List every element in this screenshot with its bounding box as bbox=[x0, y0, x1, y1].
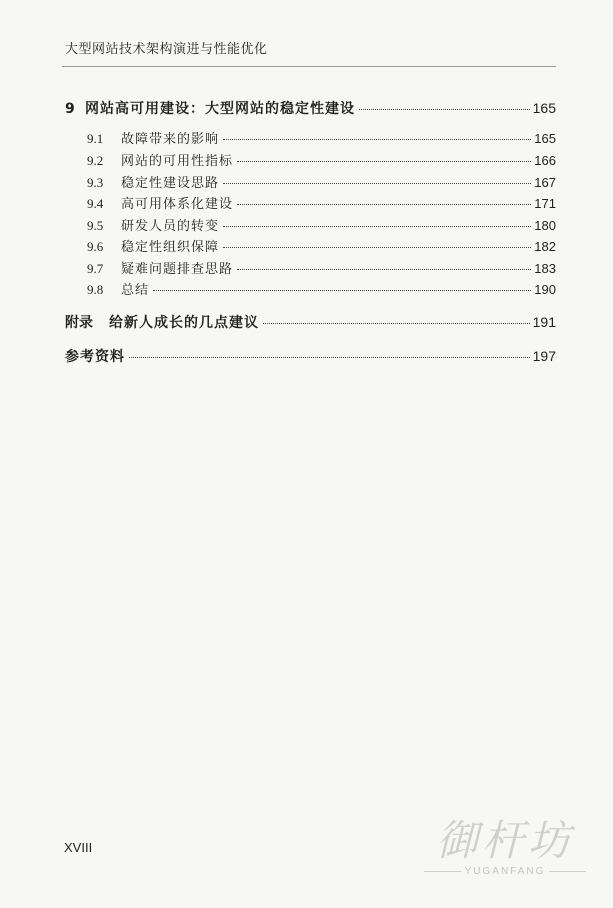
toc-section[interactable] bbox=[87, 150, 556, 169]
section-page: 180 bbox=[534, 218, 556, 233]
watermark-logo: 御杆坊 bbox=[435, 816, 574, 865]
section-page: 190 bbox=[534, 282, 556, 297]
references-page: 197 bbox=[532, 348, 556, 364]
chapter-number: 9 bbox=[65, 101, 75, 117]
dot-leader bbox=[223, 226, 531, 227]
page-number: XVIII bbox=[64, 840, 93, 855]
section-page: 167 bbox=[534, 175, 556, 190]
appendix-page: 191 bbox=[532, 314, 556, 330]
section-number: 9.7 bbox=[87, 261, 104, 276]
dot-leader bbox=[223, 139, 531, 140]
toc-references[interactable] bbox=[65, 346, 556, 366]
references-title: 参考资料 bbox=[65, 349, 125, 365]
dot-leader bbox=[223, 247, 531, 248]
toc-section[interactable] bbox=[87, 279, 556, 298]
watermark-rule-left bbox=[424, 871, 461, 872]
section-page: 183 bbox=[534, 261, 556, 276]
section-number: 9.1 bbox=[87, 131, 104, 146]
section-title: 总结 bbox=[121, 283, 150, 298]
running-header: 大型网站技术架构演进与性能优化 bbox=[65, 42, 268, 57]
toc-section[interactable] bbox=[87, 128, 556, 147]
section-title: 研发人员的转变 bbox=[121, 219, 220, 234]
section-number: 9.6 bbox=[87, 239, 104, 254]
appendix-label: 附录 bbox=[65, 315, 93, 331]
appendix-title: 给新人成长的几点建议 bbox=[109, 315, 259, 331]
section-title: 高可用体系化建设 bbox=[121, 197, 234, 212]
dot-leader bbox=[153, 290, 531, 291]
toc-section[interactable] bbox=[87, 215, 556, 234]
watermark-caption bbox=[420, 866, 590, 877]
toc-section[interactable] bbox=[87, 193, 556, 212]
section-title: 稳定性组织保障 bbox=[121, 240, 220, 255]
section-number: 9.5 bbox=[87, 218, 104, 233]
section-number: 9.4 bbox=[87, 196, 104, 211]
section-page: 165 bbox=[534, 131, 556, 146]
dot-leader bbox=[223, 183, 531, 184]
toc-section[interactable] bbox=[87, 236, 556, 255]
watermark-rule-right bbox=[549, 871, 586, 872]
dot-leader bbox=[129, 357, 530, 358]
chapter-title: 网站高可用建设：大型网站的稳定性建设 bbox=[85, 101, 355, 117]
toc-chapter-9[interactable] bbox=[65, 98, 556, 118]
section-page: 182 bbox=[534, 239, 556, 254]
toc-section[interactable] bbox=[87, 172, 556, 191]
dot-leader bbox=[237, 204, 531, 205]
dot-leader bbox=[237, 269, 531, 270]
dot-leader bbox=[237, 161, 531, 162]
section-title: 稳定性建设思路 bbox=[121, 176, 220, 191]
section-title: 网站的可用性指标 bbox=[121, 154, 234, 169]
chapter-page: 165 bbox=[532, 100, 556, 116]
section-page: 166 bbox=[534, 153, 556, 168]
section-title: 疑难问题排查思路 bbox=[121, 262, 234, 277]
section-number: 9.8 bbox=[87, 282, 104, 297]
dot-leader bbox=[359, 109, 530, 110]
watermark bbox=[420, 808, 590, 894]
section-page: 171 bbox=[534, 196, 556, 211]
toc-appendix[interactable] bbox=[65, 312, 556, 332]
toc-section[interactable] bbox=[87, 258, 556, 277]
dot-leader bbox=[263, 323, 530, 324]
section-number: 9.3 bbox=[87, 175, 104, 190]
section-number: 9.2 bbox=[87, 153, 104, 168]
watermark-text: YUGANFANG bbox=[464, 866, 546, 877]
header-rule bbox=[62, 66, 556, 67]
section-title: 故障带来的影响 bbox=[121, 132, 220, 147]
